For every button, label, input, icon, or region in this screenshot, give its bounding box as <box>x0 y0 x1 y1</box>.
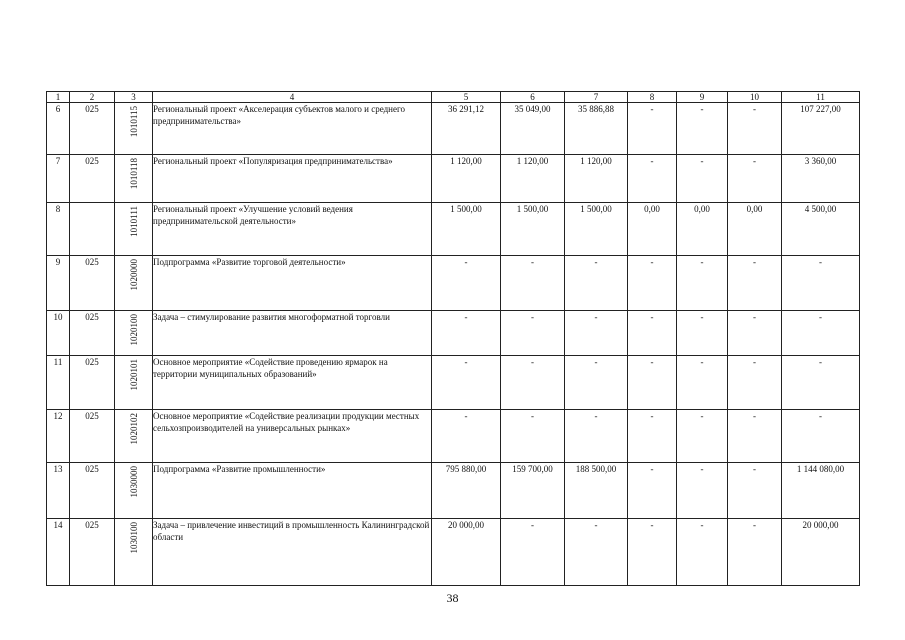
row-number-cell: 10 <box>47 311 70 356</box>
code-cell: 025 <box>70 519 115 586</box>
code-cell: 025 <box>70 311 115 356</box>
value-col-8: - <box>628 519 677 586</box>
value-col-10: - <box>728 256 782 311</box>
value-col-8: - <box>628 463 677 519</box>
value-col-7: 1 120,00 <box>565 155 628 203</box>
item-name-cell: Подпрограмма «Развитие торговой деятельности» <box>153 256 432 311</box>
table-row <box>47 410 860 463</box>
value-col-7: - <box>565 311 628 356</box>
kbk-code-text: 1020100 <box>128 314 139 346</box>
kbk-code-cell <box>115 410 153 463</box>
value-col-9: - <box>677 519 728 586</box>
row-number-cell: 12 <box>47 410 70 463</box>
value-col-8: 0,00 <box>628 203 677 256</box>
kbk-code-cell <box>115 463 153 519</box>
value-col-5: - <box>432 356 501 410</box>
value-col-11: - <box>782 256 860 311</box>
kbk-code-cell <box>115 203 153 256</box>
value-col-9: - <box>677 410 728 463</box>
value-col-5: 1 120,00 <box>432 155 501 203</box>
kbk-code-cell <box>115 103 153 155</box>
column-header: 1 <box>47 92 70 103</box>
item-name-cell: Основное мероприятие «Содействие проведению ярмарок на территории муниципальных образований» <box>153 356 432 410</box>
value-col-11: 20 000,00 <box>782 519 860 586</box>
value-col-10: 0,00 <box>728 203 782 256</box>
item-name-cell: Региональный проект «Акселерация субъектов малого и среднего предпринимательства» <box>153 103 432 155</box>
kbk-code-text: 1020000 <box>128 259 139 291</box>
item-name-cell: Задача – привлечение инвестиций в промышленность Калининградской области <box>153 519 432 586</box>
kbk-code-text: 1010111 <box>128 206 139 237</box>
value-col-10: - <box>728 356 782 410</box>
code-cell: 025 <box>70 410 115 463</box>
value-col-9: - <box>677 311 728 356</box>
value-col-10: - <box>728 519 782 586</box>
table-row <box>47 463 860 519</box>
column-header: 3 <box>115 92 153 103</box>
value-col-10: - <box>728 410 782 463</box>
value-col-8: - <box>628 256 677 311</box>
value-col-7: 188 500,00 <box>565 463 628 519</box>
value-col-5: - <box>432 410 501 463</box>
value-col-10: - <box>728 311 782 356</box>
table-row <box>47 519 860 586</box>
value-col-6: 159 700,00 <box>501 463 565 519</box>
item-name-cell: Основное мероприятие «Содействие реализации продукции местных сельхозпроизводителей на универсальных рынках» <box>153 410 432 463</box>
table-body <box>47 103 860 586</box>
kbk-code-cell <box>115 155 153 203</box>
code-cell: 025 <box>70 463 115 519</box>
column-header: 6 <box>501 92 565 103</box>
row-number-cell: 13 <box>47 463 70 519</box>
row-number-cell: 9 <box>47 256 70 311</box>
value-col-6: - <box>501 311 565 356</box>
value-col-6: 35 049,00 <box>501 103 565 155</box>
row-number-cell: 8 <box>47 203 70 256</box>
value-col-7: - <box>565 410 628 463</box>
item-name-cell: Региональный проект «Улучшение условий ведения предпринимательской деятельности» <box>153 203 432 256</box>
value-col-8: - <box>628 356 677 410</box>
value-col-10: - <box>728 463 782 519</box>
value-col-6: - <box>501 356 565 410</box>
kbk-code-text: 1010115 <box>128 106 139 138</box>
code-cell: 025 <box>70 103 115 155</box>
value-col-11: - <box>782 311 860 356</box>
value-col-7: - <box>565 519 628 586</box>
row-number-cell: 7 <box>47 155 70 203</box>
kbk-code-text: 1030000 <box>128 466 139 498</box>
value-col-5: - <box>432 256 501 311</box>
item-name-cell: Региональный проект «Популяризация предпринимательства» <box>153 155 432 203</box>
code-cell: 025 <box>70 256 115 311</box>
column-header: 7 <box>565 92 628 103</box>
value-col-11: 107 227,00 <box>782 103 860 155</box>
value-col-5: 36 291,12 <box>432 103 501 155</box>
value-col-8: - <box>628 410 677 463</box>
column-header: 10 <box>728 92 782 103</box>
code-cell: 025 <box>70 356 115 410</box>
value-col-5: - <box>432 311 501 356</box>
value-col-9: 0,00 <box>677 203 728 256</box>
value-col-7: - <box>565 356 628 410</box>
column-header: 4 <box>153 92 432 103</box>
item-name-cell: Подпрограмма «Развитие промышленности» <box>153 463 432 519</box>
value-col-11: 3 360,00 <box>782 155 860 203</box>
value-col-10: - <box>728 103 782 155</box>
kbk-code-cell <box>115 356 153 410</box>
kbk-code-text: 1020101 <box>128 359 139 391</box>
value-col-6: - <box>501 256 565 311</box>
value-col-5: 1 500,00 <box>432 203 501 256</box>
value-col-9: - <box>677 256 728 311</box>
column-header: 2 <box>70 92 115 103</box>
header-row <box>47 92 860 103</box>
value-col-9: - <box>677 356 728 410</box>
table-row <box>47 203 860 256</box>
code-cell: 025 <box>70 155 115 203</box>
row-number-cell: 14 <box>47 519 70 586</box>
value-col-5: 795 880,00 <box>432 463 501 519</box>
row-number-cell: 11 <box>47 356 70 410</box>
value-col-10: - <box>728 155 782 203</box>
page-number: 38 <box>446 591 459 605</box>
item-name-cell: Задача – стимулирование развития многоформатной торговли <box>153 311 432 356</box>
value-col-9: - <box>677 155 728 203</box>
budget-table <box>46 91 860 586</box>
column-header: 8 <box>628 92 677 103</box>
value-col-11: 4 500,00 <box>782 203 860 256</box>
value-col-6: 1 120,00 <box>501 155 565 203</box>
kbk-code-text: 1030100 <box>128 522 139 554</box>
value-col-8: - <box>628 311 677 356</box>
value-col-7: 1 500,00 <box>565 203 628 256</box>
value-col-8: - <box>628 155 677 203</box>
value-col-11: - <box>782 356 860 410</box>
value-col-9: - <box>677 463 728 519</box>
value-col-7: - <box>565 256 628 311</box>
row-number-cell: 6 <box>47 103 70 155</box>
table-row <box>47 155 860 203</box>
table-row <box>47 311 860 356</box>
kbk-code-text: 1020102 <box>128 413 139 445</box>
value-col-5: 20 000,00 <box>432 519 501 586</box>
column-header: 9 <box>677 92 728 103</box>
value-col-11: - <box>782 410 860 463</box>
code-cell <box>70 203 115 256</box>
column-header: 5 <box>432 92 501 103</box>
kbk-code-text: 1010118 <box>128 158 139 190</box>
kbk-code-cell <box>115 311 153 356</box>
column-header: 11 <box>782 92 860 103</box>
value-col-8: - <box>628 103 677 155</box>
value-col-11: 1 144 080,00 <box>782 463 860 519</box>
table-row <box>47 256 860 311</box>
value-col-6: - <box>501 410 565 463</box>
value-col-6: - <box>501 519 565 586</box>
kbk-code-cell <box>115 256 153 311</box>
table-row <box>47 103 860 155</box>
table-row <box>47 356 860 410</box>
value-col-7: 35 886,88 <box>565 103 628 155</box>
value-col-9: - <box>677 103 728 155</box>
value-col-6: 1 500,00 <box>501 203 565 256</box>
kbk-code-cell <box>115 519 153 586</box>
